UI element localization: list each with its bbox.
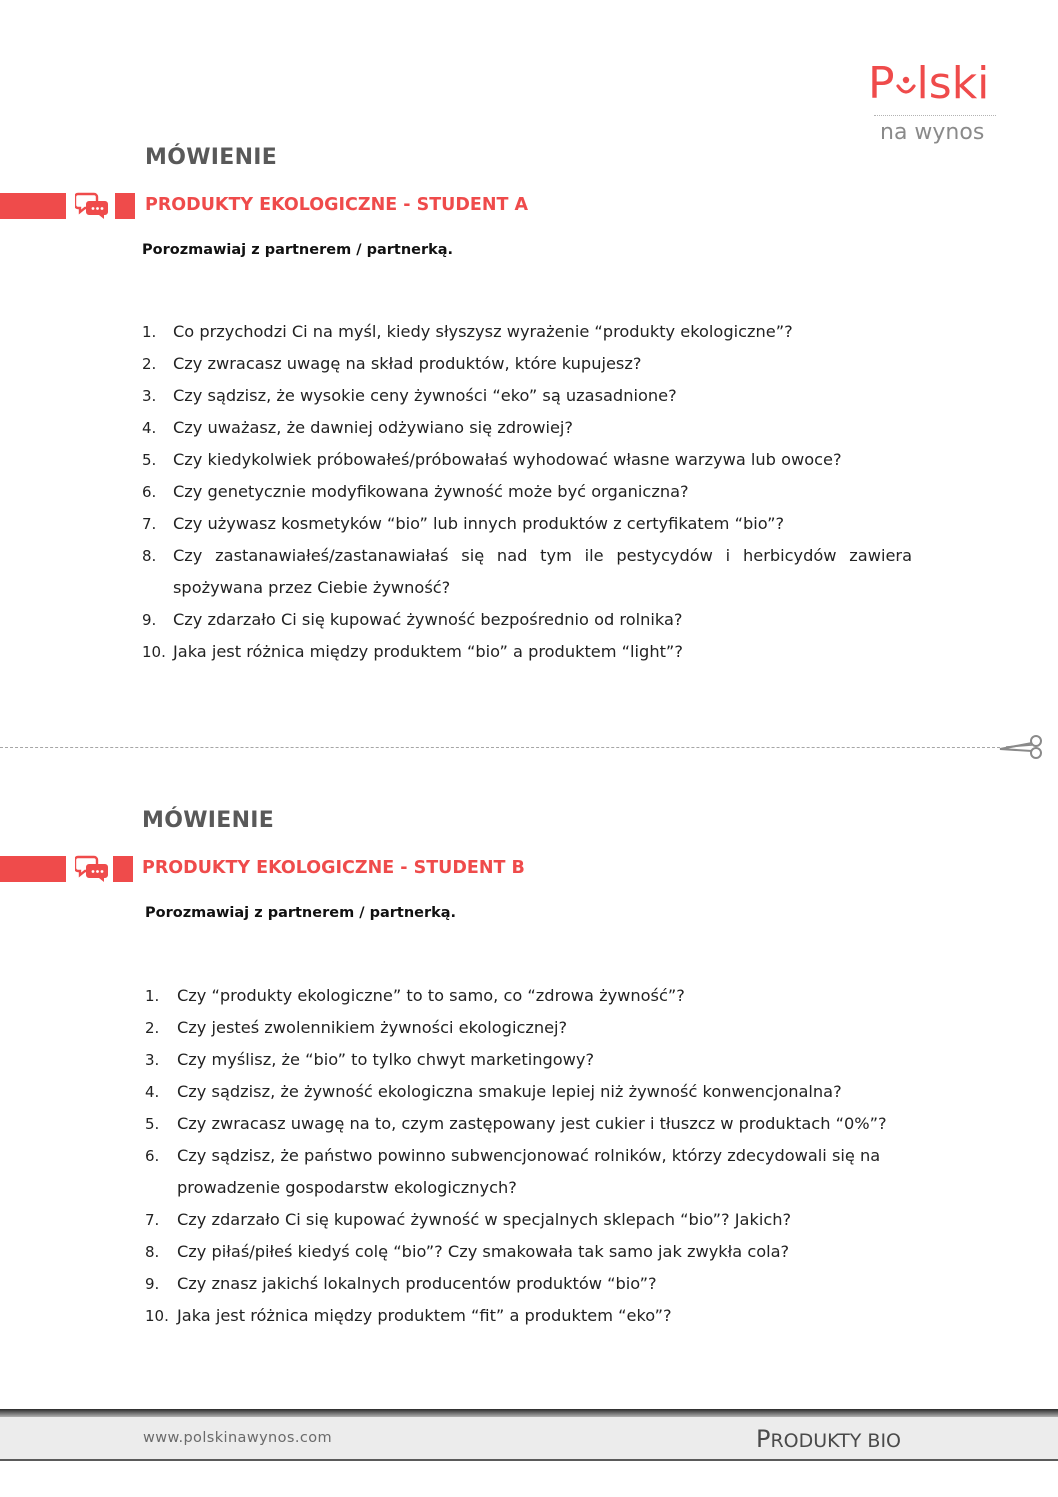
logo-divider xyxy=(874,115,996,116)
question-number: 6. xyxy=(145,1147,160,1165)
section-a-accent-bar xyxy=(0,193,66,219)
question-text: Jaka jest różnica między produktem “fit” a produktem “eko”? xyxy=(177,1306,672,1325)
logo-letters-rest: lski xyxy=(916,58,990,109)
footer-bottom-rule xyxy=(0,1459,1058,1461)
list-item xyxy=(142,604,912,636)
question-text: Czy zastanawiałeś/zastanawiałaś się nad tym ile pestycydów i herbicydów zawiera xyxy=(173,546,912,565)
section-a-subtitle: PRODUKTY EKOLOGICZNE - STUDENT A xyxy=(145,195,529,215)
list-item xyxy=(142,412,912,444)
section-a-instruction: Porozmawiaj z partnerem / partnerką. xyxy=(142,242,454,258)
question-number: 7. xyxy=(142,515,157,533)
footer-title-cap: P xyxy=(756,1425,771,1453)
question-text: Co przychodzi Ci na myśl, kiedy słyszysz wyrażenie “produkty ekologiczne”? xyxy=(173,322,793,341)
question-text: Czy piłaś/piłeś kiedyś colę “bio”? Czy smakowała tak samo jak zwykła cola? xyxy=(177,1242,790,1261)
list-item xyxy=(145,1300,917,1332)
chat-bubbles-icon xyxy=(75,191,111,221)
list-item xyxy=(145,1076,917,1108)
list-item xyxy=(145,1268,917,1300)
question-text: Czy zdarzało Ci się kupować żywność bezpośrednio od rolnika? xyxy=(173,610,683,629)
section-a-title: MÓWIENIE xyxy=(145,145,278,170)
logo-subtitle: na wynos xyxy=(880,120,985,145)
question-number: 1. xyxy=(142,323,157,341)
question-number: 5. xyxy=(142,451,157,469)
question-text: Czy myślisz, że “bio” to tylko chwyt marketingowy? xyxy=(177,1050,595,1069)
question-number: 6. xyxy=(142,483,157,501)
question-number: 2. xyxy=(142,355,157,373)
list-item xyxy=(142,348,912,380)
section-a-accent-square xyxy=(115,193,135,219)
footer-url[interactable]: www.polskinawynos.com xyxy=(143,1430,333,1446)
list-item xyxy=(142,444,912,476)
chat-bubbles-icon xyxy=(75,854,111,884)
question-text: Czy używasz kosmetyków “bio” lub innych produktów z certyfikatem “bio”? xyxy=(173,514,785,533)
logo-word xyxy=(868,58,989,110)
question-text: Czy zwracasz uwagę na skład produktów, które kupujesz? xyxy=(173,354,642,373)
question-number: 10. xyxy=(145,1307,169,1325)
question-number: 9. xyxy=(145,1275,160,1293)
question-number: 8. xyxy=(145,1243,160,1261)
list-item xyxy=(145,980,917,1012)
list-item xyxy=(145,1140,917,1204)
logo xyxy=(868,58,1000,150)
question-number: 2. xyxy=(145,1019,160,1037)
question-number: 4. xyxy=(145,1083,160,1101)
list-item xyxy=(145,1204,917,1236)
section-b-question-list xyxy=(145,980,917,1332)
question-number: 5. xyxy=(145,1115,160,1133)
smile-o-icon xyxy=(895,58,917,102)
section-b-accent-square xyxy=(113,856,133,882)
footer-title xyxy=(756,1425,901,1453)
list-item xyxy=(145,1044,917,1076)
question-text-continued: spożywana przez Ciebie żywność? xyxy=(173,578,451,597)
question-number: 4. xyxy=(142,419,157,437)
question-number: 1. xyxy=(145,987,160,1005)
section-b-title: MÓWIENIE xyxy=(142,808,275,833)
question-text: Czy jesteś zwolennikiem żywności ekologicznej? xyxy=(177,1018,568,1037)
question-text: Jaka jest różnica między produktem “bio” a produktem “light”? xyxy=(173,642,683,661)
question-text: Czy sądzisz, że wysokie ceny żywności “eko” są uzasadnione? xyxy=(173,386,677,405)
list-item xyxy=(142,316,912,348)
list-item xyxy=(142,508,912,540)
question-number: 3. xyxy=(142,387,157,405)
footer-title-rest: RODUKTY BIO xyxy=(770,1430,902,1452)
question-text: Czy sądzisz, że żywność ekologiczna smakuje lepiej niż żywność konwencjonalna? xyxy=(177,1082,842,1101)
question-text: Czy znasz jakichś lokalnych producentów produktów “bio”? xyxy=(177,1274,657,1293)
section-a-question-list xyxy=(142,316,912,668)
cut-line xyxy=(0,747,1000,748)
question-number: 3. xyxy=(145,1051,160,1069)
question-text: Czy zwracasz uwagę na to, czym zastępowany jest cukier i tłuszcz w produktach “0%”? xyxy=(177,1114,887,1133)
question-text: Czy kiedykolwiek próbowałeś/próbowałaś wyhodować własne warzywa lub owoce? xyxy=(173,450,842,469)
list-item xyxy=(142,540,912,604)
footer-top-rule xyxy=(0,1409,1058,1417)
question-text: Czy uważasz, że dawniej odżywiano się zdrowiej? xyxy=(173,418,573,437)
scissors-icon xyxy=(998,734,1046,760)
question-text: Czy zdarzało Ci się kupować żywność w specjalnych sklepach “bio”? Jakich? xyxy=(177,1210,792,1229)
question-text: Czy “produkty ekologiczne” to to samo, co “zdrowa żywność”? xyxy=(177,986,685,1005)
section-b-accent-bar xyxy=(0,856,66,882)
list-item xyxy=(145,1236,917,1268)
list-item xyxy=(142,380,912,412)
list-item xyxy=(145,1012,917,1044)
list-item xyxy=(142,476,912,508)
question-text: Czy genetycznie modyfikowana żywność może być organiczna? xyxy=(173,482,689,501)
question-number: 10. xyxy=(142,643,166,661)
question-number: 7. xyxy=(145,1211,160,1229)
list-item xyxy=(142,636,912,668)
question-text-continued: prowadzenie gospodarstw ekologicznych? xyxy=(177,1178,517,1197)
section-b-subtitle: PRODUKTY EKOLOGICZNE - STUDENT B xyxy=(142,858,525,878)
section-b-instruction: Porozmawiaj z partnerem / partnerką. xyxy=(145,905,457,921)
question-number: 9. xyxy=(142,611,157,629)
list-item xyxy=(145,1108,917,1140)
logo-letter-p: P xyxy=(868,58,895,109)
question-text: Czy sądzisz, że państwo powinno subwencjonować rolników, którzy zdecydowali się na xyxy=(177,1146,881,1165)
question-number: 8. xyxy=(142,547,157,565)
